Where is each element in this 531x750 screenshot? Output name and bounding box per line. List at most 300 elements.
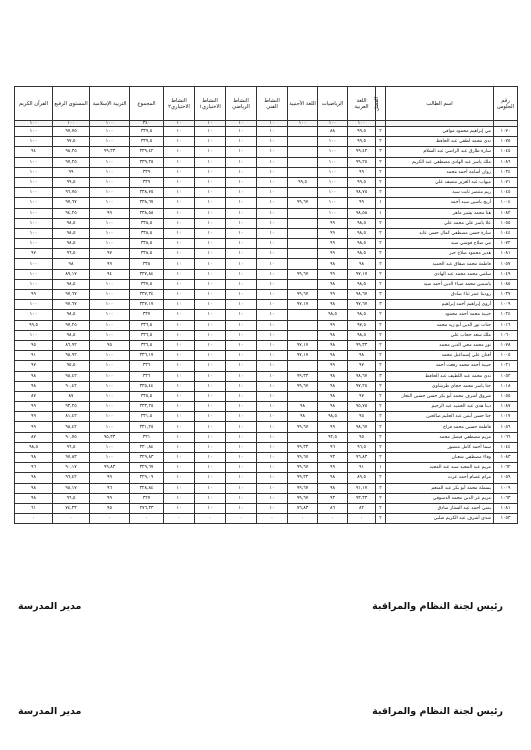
class-cell: ٢ — [376, 381, 386, 391]
seat-number-cell: ١٠٥٣ — [494, 514, 518, 524]
religion-cell: ١٠٠ — [90, 167, 130, 177]
seat-number-cell: ١٠٥٩ — [494, 473, 518, 483]
activity-1-cell: ١٠ — [195, 269, 226, 279]
table-row — [15, 422, 518, 432]
seat-number-cell: ١٠٥٦ — [494, 422, 518, 432]
quran-cell: ٩١ — [15, 351, 53, 361]
school-director-signature-label-repeat: مدير المدرسة — [18, 706, 82, 717]
max-activity-2-cell: ١٠ — [164, 121, 195, 127]
english-cell: ٩٨ — [288, 402, 318, 412]
math-cell: ٩٣ — [318, 453, 348, 463]
quran-cell: ٩٨ — [15, 371, 53, 381]
activity-2-cell: ١٠ — [164, 157, 195, 167]
class-cell: ٢ — [376, 188, 386, 198]
max-total-cell: ٣٤٠ — [130, 121, 164, 127]
table-row — [15, 463, 518, 473]
sport-cell: ١٠ — [226, 147, 257, 157]
advanced-level-cell: ٩٨,١٧ — [53, 483, 90, 493]
arabic-cell: ٩٩,٥ — [348, 127, 376, 137]
english-cell — [288, 391, 318, 401]
table-row — [15, 218, 518, 228]
table-row — [15, 147, 518, 157]
class-cell: ٢ — [376, 228, 386, 238]
table-row — [15, 279, 518, 289]
religion-cell: ١٠٠ — [90, 412, 130, 422]
advanced-level-cell: ٩٧,٢٥ — [53, 157, 90, 167]
total-cell: ٣٣٦,٥ — [130, 320, 164, 330]
class-cell: ٢ — [376, 402, 386, 412]
seat-number-cell: ١٠١٦ — [494, 320, 518, 330]
sport-cell: ١٠ — [226, 310, 257, 320]
religion-cell: ٩٩ — [90, 473, 130, 483]
advanced-level-cell: ٩٤,٢٥ — [53, 208, 90, 218]
activity-2-cell: ١٠ — [164, 310, 195, 320]
sport-cell: ١٠ — [226, 127, 257, 137]
total-cell: ٠ — [130, 514, 164, 524]
advanced-level-cell: ٩٨,٥ — [53, 228, 90, 238]
activity-1-cell: ١٠ — [195, 137, 226, 147]
school-director-signature-label: مدير المدرسة — [18, 601, 82, 612]
english-cell: ٩٩,٦٧ — [288, 381, 318, 391]
math-cell: ٩٨ — [318, 381, 348, 391]
art-cell: ١٠ — [257, 167, 288, 177]
activity-2-cell: ١٠ — [164, 453, 195, 463]
total-cell: ٣٣٠,٨٤ — [130, 442, 164, 452]
english-cell — [288, 310, 318, 320]
student-name-cell: وفاء مصطفي شعبان — [386, 453, 494, 463]
student-name-cell: أريج ياسين سيد أحمد — [386, 198, 494, 208]
activity-2-cell: ١٠ — [164, 432, 195, 442]
math-cell: ٩٨ — [318, 300, 348, 310]
math-cell: ١٠٠ — [318, 198, 348, 208]
seat-number-cell: ١٠٧٥ — [494, 137, 518, 147]
religion-cell: ٩٩ — [90, 493, 130, 503]
class-cell: ٢ — [376, 473, 386, 483]
quran-cell: ١٠٠ — [15, 167, 53, 177]
activity-2-cell: ١٠ — [164, 442, 195, 452]
class-cell: ٢ — [376, 167, 386, 177]
english-cell: ٠ — [288, 514, 318, 524]
math-cell: ٩٩ — [318, 249, 348, 259]
class-cell: ٣ — [376, 300, 386, 310]
art-cell: ١٠ — [257, 147, 288, 157]
religion-cell: ١٠٠ — [90, 290, 130, 300]
religion-cell: ١٠٠ — [90, 442, 130, 452]
seat-number-cell: ١٠٨٥ — [494, 279, 518, 289]
total-cell: ٣٣٩,٢٥ — [130, 157, 164, 167]
religion-cell: ١٠٠ — [90, 228, 130, 238]
total-cell: ٣٣٨,٥ — [130, 249, 164, 259]
religion-cell: ١٠٠ — [90, 188, 130, 198]
religion-cell: ١٠٠ — [90, 351, 130, 361]
art-cell: ١٠ — [257, 279, 288, 289]
quran-cell: ١٠٠ — [15, 177, 53, 187]
student-name-cell: علا ياسر علي محمد علي — [386, 218, 494, 228]
arabic-cell: ٩٨,٥ — [348, 249, 376, 259]
activity-1-cell: ١٠ — [195, 198, 226, 208]
religion-cell: ١٠٠ — [90, 239, 130, 249]
advanced-level-cell: ٩٨ — [53, 259, 90, 269]
student-name-cell: سما أحمد كامل منصور — [386, 442, 494, 452]
student-name-cell: ميهاب عبد العزيز منصف علي — [386, 177, 494, 187]
math-cell: ١٠٠ — [318, 208, 348, 218]
class-cell: ٢ — [376, 361, 386, 371]
advanced-level-cell: ٩٦,٥ — [53, 442, 90, 452]
sport-cell: ١٠ — [226, 269, 257, 279]
seat-number-cell: ١٠٧٠ — [494, 127, 518, 137]
math-cell: ٩٨ — [318, 259, 348, 269]
quran-cell: ٩٩ — [15, 290, 53, 300]
english-cell: ٩٩,٦٧ — [288, 493, 318, 503]
quran-cell: ٩٨,٥ — [15, 442, 53, 452]
class-cell: ٢ — [376, 137, 386, 147]
activity-2-cell: ٠ — [164, 514, 195, 524]
english-cell: ٩٩,٦٧ — [288, 198, 318, 208]
arabic-cell: ٩٩,٥ — [348, 177, 376, 187]
total-cell: ٣٣٦ — [130, 371, 164, 381]
arabic-cell: ٩٨,٦٧ — [348, 371, 376, 381]
math-cell: ٩٨ — [318, 279, 348, 289]
activity-2-cell: ١٠ — [164, 351, 195, 361]
art-cell: ١٠ — [257, 320, 288, 330]
quran-cell: ٩٨ — [15, 483, 53, 493]
english-cell — [288, 137, 318, 147]
sport-cell: ١٠ — [226, 432, 257, 442]
advanced-level-cell: ٩٧,٦٧ — [53, 198, 90, 208]
quran-cell: ٩٨ — [15, 473, 53, 483]
total-cell: ٣٢٩,٠٩ — [130, 473, 164, 483]
religion-cell: ١٠٠ — [90, 127, 130, 137]
header-total: المجموع — [130, 87, 164, 121]
header-advanced-level: المستوى الرفيع — [53, 87, 90, 121]
activity-1-cell: ١٠ — [195, 391, 226, 401]
advanced-level-cell: ٩٧,٢٥ — [53, 320, 90, 330]
student-name-cell: جنا حسن أيمن عبد الحليم صالحين — [386, 412, 494, 422]
art-cell: ١٠ — [257, 463, 288, 473]
quran-cell: ٩٨ — [15, 453, 53, 463]
math-cell: ١٠٠ — [318, 177, 348, 187]
religion-cell: ١٠٠ — [90, 402, 130, 412]
arabic-cell: ٩٩,٢٥ — [348, 157, 376, 167]
activity-2-cell: ١٠ — [164, 473, 195, 483]
student-name-cell: دينا هدي عبد الحميد عبد الرحيم — [386, 402, 494, 412]
total-cell: ٣٢٧ — [130, 493, 164, 503]
advanced-level-cell: ٩٠,٧٥ — [53, 432, 90, 442]
art-cell: ١٠ — [257, 371, 288, 381]
results-table — [14, 86, 518, 524]
sport-cell: ١٠ — [226, 351, 257, 361]
art-cell: ١٠ — [257, 269, 288, 279]
activity-2-cell: ١٠ — [164, 198, 195, 208]
class-cell: ٢ — [376, 320, 386, 330]
arabic-cell: ٩٧ — [348, 361, 376, 371]
activity-2-cell: ١٠ — [164, 208, 195, 218]
quran-cell: ١٠٠ — [15, 188, 53, 198]
seat-number-cell: ١٠٧١ — [494, 177, 518, 187]
activity-2-cell: ١٠ — [164, 503, 195, 513]
seat-number-cell: ١٠٨٣ — [494, 453, 518, 463]
english-cell: ٩٩,٦٧ — [288, 269, 318, 279]
art-cell: ١٠ — [257, 310, 288, 320]
sport-cell: ١٠ — [226, 361, 257, 371]
activity-2-cell: ١٠ — [164, 188, 195, 198]
arabic-cell: ٩٦,٥ — [348, 442, 376, 452]
math-cell: ٩٩ — [318, 218, 348, 228]
art-cell: ١٠ — [257, 188, 288, 198]
religion-cell: ١٠٠ — [90, 177, 130, 187]
total-cell: ٣٣٩ — [130, 167, 164, 177]
religion-cell: ١٠٠ — [90, 361, 130, 371]
class-cell: ٢ — [376, 432, 386, 442]
activity-1-cell: ١٠ — [195, 402, 226, 412]
activity-1-cell: ١٠ — [195, 330, 226, 340]
sport-cell: ١٠ — [226, 157, 257, 167]
art-cell: ١٠ — [257, 198, 288, 208]
math-cell: ٩٨ — [318, 330, 348, 340]
activity-1-cell: ١٠ — [195, 127, 226, 137]
activity-1-cell: ١٠ — [195, 249, 226, 259]
total-cell: ٣٣٩,٥ — [130, 127, 164, 137]
activity-2-cell: ١٠ — [164, 290, 195, 300]
arabic-cell: ٩٨,٥٨ — [348, 208, 376, 218]
table-row — [15, 391, 518, 401]
header-english: اللغة الأجنبية — [288, 87, 318, 121]
student-name-cell: سارة حسن مصطفي كمال حسن عابد — [386, 228, 494, 238]
seat-number-cell: ١٠٨٦ — [494, 157, 518, 167]
english-cell: ٩٧,١٧ — [288, 300, 318, 310]
religion-cell: ١٠٠ — [90, 218, 130, 228]
math-cell: ١٠٠ — [318, 147, 348, 157]
activity-2-cell: ١٠ — [164, 483, 195, 493]
max-arabic-cell: ١٠٠ — [348, 121, 376, 127]
english-cell: ٩٩,٣٣ — [288, 371, 318, 381]
class-cell: ٢ — [376, 514, 386, 524]
class-cell: ١ — [376, 463, 386, 473]
sport-cell: ١٠ — [226, 371, 257, 381]
arabic-cell: ٩٨,٥ — [348, 239, 376, 249]
table-row — [15, 432, 518, 442]
class-cell: ٢ — [376, 340, 386, 350]
seat-number-cell: ١٠٦٣ — [494, 493, 518, 503]
math-cell: ٩٨ — [318, 371, 348, 381]
arabic-cell: ٩٨,٧٥ — [348, 188, 376, 198]
art-cell: ١٠ — [257, 157, 288, 167]
sport-cell: ١٠ — [226, 290, 257, 300]
quran-cell: ٩٦ — [15, 463, 53, 473]
activity-1-cell: ١٠ — [195, 147, 226, 157]
activity-2-cell: ١٠ — [164, 228, 195, 238]
quran-cell: ٩٩ — [15, 402, 53, 412]
activity-1-cell: ١٠ — [195, 463, 226, 473]
sport-cell: ١٠ — [226, 473, 257, 483]
activity-2-cell: ١٠ — [164, 127, 195, 137]
activity-2-cell: ١٠ — [164, 402, 195, 412]
header-religion: التربية الإسلامية — [90, 87, 130, 121]
art-cell: ١٠ — [257, 473, 288, 483]
religion-cell: ٩٥ — [90, 340, 130, 350]
seat-number-cell: ١٠٢١ — [494, 361, 518, 371]
art-cell: ١٠ — [257, 351, 288, 361]
seat-number-cell: ١٠٠٩ — [494, 300, 518, 310]
arabic-cell: ٩٨ — [348, 259, 376, 269]
total-cell: ٣٣١,٥ — [130, 412, 164, 422]
class-cell: ١ — [376, 208, 386, 218]
quran-cell: ٩٩ — [15, 422, 53, 432]
quran-cell: ٩٧ — [15, 361, 53, 371]
seat-number-cell: ١٠٤٥ — [494, 147, 518, 157]
arabic-cell: ٩٩,٥ — [348, 137, 376, 147]
seat-number-cell: ١٠٤٤ — [494, 228, 518, 238]
activity-2-cell: ١٠ — [164, 167, 195, 177]
total-cell: ٣٣١ — [130, 432, 164, 442]
math-cell: ١٠٠ — [318, 188, 348, 198]
art-cell: ١٠ — [257, 503, 288, 513]
sport-cell: ١٠ — [226, 442, 257, 452]
religion-cell: ١٠٠ — [90, 157, 130, 167]
activity-2-cell: ١٠ — [164, 391, 195, 401]
art-cell: ١٠ — [257, 208, 288, 218]
total-cell: ٣٣٧ — [130, 310, 164, 320]
seat-number-cell: ١٠٥٢ — [494, 371, 518, 381]
activity-1-cell: ١٠ — [195, 422, 226, 432]
student-name-cell: فاطمة حسين محمد فراج — [386, 422, 494, 432]
student-name-cell: مي إبراهيم محمود موافي — [386, 127, 494, 137]
arabic-cell: ٩٥ — [348, 412, 376, 422]
class-cell: ٣ — [376, 290, 386, 300]
total-cell: ٣٢٩,٨٣ — [130, 453, 164, 463]
art-cell: ١٠ — [257, 290, 288, 300]
quran-cell: ٦١ — [15, 503, 53, 513]
activity-2-cell: ١٠ — [164, 269, 195, 279]
sport-cell: ١٠ — [226, 137, 257, 147]
quran-cell: ٩٩ — [15, 412, 53, 422]
activity-1-cell: ١٠ — [195, 218, 226, 228]
table-row — [15, 351, 518, 361]
religion-cell: ١٠٠ — [90, 422, 130, 432]
table-row — [15, 228, 518, 238]
table-row — [15, 453, 518, 463]
english-cell: ٩٩,٥ — [288, 177, 318, 187]
student-name-cell: نور محمد محي الدين محمد — [386, 340, 494, 350]
student-name-cell: ندي محمد عبد اللطيف عبد الحافظ — [386, 371, 494, 381]
activity-2-cell: ١٠ — [164, 147, 195, 157]
table-row — [15, 412, 518, 422]
class-cell: ٢ — [376, 127, 386, 137]
religion-cell: ١٠٠ — [90, 279, 130, 289]
table-row — [15, 381, 518, 391]
total-cell: ٣٢٨,٨٤ — [130, 483, 164, 493]
advanced-level-cell: ٨٩,١٧ — [53, 269, 90, 279]
activity-1-cell: ١٠ — [195, 177, 226, 187]
table-row — [15, 259, 518, 269]
math-cell: ٩٩ — [318, 239, 348, 249]
total-cell: ٣٣٩,٥ — [130, 137, 164, 147]
max-quran-cell: ١٠٠ — [15, 121, 53, 127]
table-row — [15, 137, 518, 147]
activity-1-cell: ١٠ — [195, 208, 226, 218]
arabic-cell: ٩٨,٥ — [348, 218, 376, 228]
quran-cell: ٩٤ — [15, 147, 53, 157]
art-cell: ١٠ — [257, 340, 288, 350]
arabic-cell: ٨٢ — [348, 503, 376, 513]
art-cell: ١٠ — [257, 177, 288, 187]
math-cell: ٩٨ — [318, 473, 348, 483]
english-cell: ٩٨ — [288, 412, 318, 422]
total-cell: ٣٣٣,٢٥ — [130, 402, 164, 412]
header-art: النشاط الفني — [257, 87, 288, 121]
english-cell — [288, 259, 318, 269]
seat-number-cell: ١٠٥٥ — [494, 218, 518, 228]
advanced-level-cell: ٩٧,٥ — [53, 137, 90, 147]
religion-cell: ١٠٠ — [90, 371, 130, 381]
activity-2-cell: ١٠ — [164, 279, 195, 289]
table-row — [15, 310, 518, 320]
english-cell: ٩٩,٦٧ — [288, 483, 318, 493]
art-cell: ١٠ — [257, 381, 288, 391]
student-name-cell: مي صلاح قوشي سيد — [386, 239, 494, 249]
art-cell: ١٠ — [257, 361, 288, 371]
activity-2-cell: ١٠ — [164, 300, 195, 310]
max-english-cell: ١٠٠ — [288, 121, 318, 127]
sport-cell: ١٠ — [226, 340, 257, 350]
art-cell: ١٠ — [257, 432, 288, 442]
activity-1-cell: ١٠ — [195, 259, 226, 269]
seat-number-cell: ١٠٧٢ — [494, 239, 518, 249]
sport-cell: ١٠ — [226, 391, 257, 401]
total-cell: ٣٣٨,٥ — [130, 218, 164, 228]
student-name-cell: هنا محمد بشير ماهر — [386, 208, 494, 218]
header-math: الرياضيات — [318, 87, 348, 121]
activity-2-cell: ١٠ — [164, 137, 195, 147]
arabic-cell: ٩٩,٣٣ — [348, 340, 376, 350]
student-name-cell: جنا ياسر محمد حجاي طرشاوي — [386, 381, 494, 391]
sport-cell: ١٠ — [226, 259, 257, 269]
sport-cell: ١٠ — [226, 412, 257, 422]
seat-number-cell: ١٠٤٤ — [494, 442, 518, 452]
seat-number-cell: ١٠١٧ — [494, 412, 518, 422]
art-cell: ١٠ — [257, 137, 288, 147]
activity-2-cell: ١٠ — [164, 259, 195, 269]
table-row — [15, 290, 518, 300]
arabic-cell: ٩٨,٦٧ — [348, 422, 376, 432]
student-name-cell: جنات نور الدين أبو زيد محمد — [386, 320, 494, 330]
seat-number-cell: ١٠٠٩ — [494, 483, 518, 493]
art-cell: ١٠ — [257, 259, 288, 269]
arabic-cell: ٩٧,٥ — [348, 320, 376, 330]
math-cell: ٩٦ — [318, 442, 348, 452]
table-row — [15, 483, 518, 493]
activity-1-cell: ١٠ — [195, 473, 226, 483]
arabic-cell: ٩١ — [348, 463, 376, 473]
class-cell: ٢ — [376, 177, 386, 187]
activity-2-cell: ١٠ — [164, 340, 195, 350]
advanced-level-cell: ٩٦,٥ — [53, 249, 90, 259]
total-cell: ٣٣١,٢٥ — [130, 422, 164, 432]
quran-cell: ١٠٠ — [15, 300, 53, 310]
seat-number-cell: ١٠٠٥ — [494, 351, 518, 361]
activity-1-cell: ١٠ — [195, 381, 226, 391]
class-cell: ٢ — [376, 503, 386, 513]
activity-2-cell: ١٠ — [164, 249, 195, 259]
total-cell: ٣٣٦,٥ — [130, 330, 164, 340]
total-cell: ٣٢٩,٦٧ — [130, 463, 164, 473]
header-arabic: اللغة العربية — [348, 87, 376, 121]
math-cell: ١٠٠ — [318, 167, 348, 177]
english-cell: ٩٩,٦٧ — [288, 290, 318, 300]
activity-1-cell: ١٠ — [195, 188, 226, 198]
table-row — [15, 208, 518, 218]
student-name-cell: مريم عبد المجيد سيد عبد المجيد — [386, 463, 494, 473]
